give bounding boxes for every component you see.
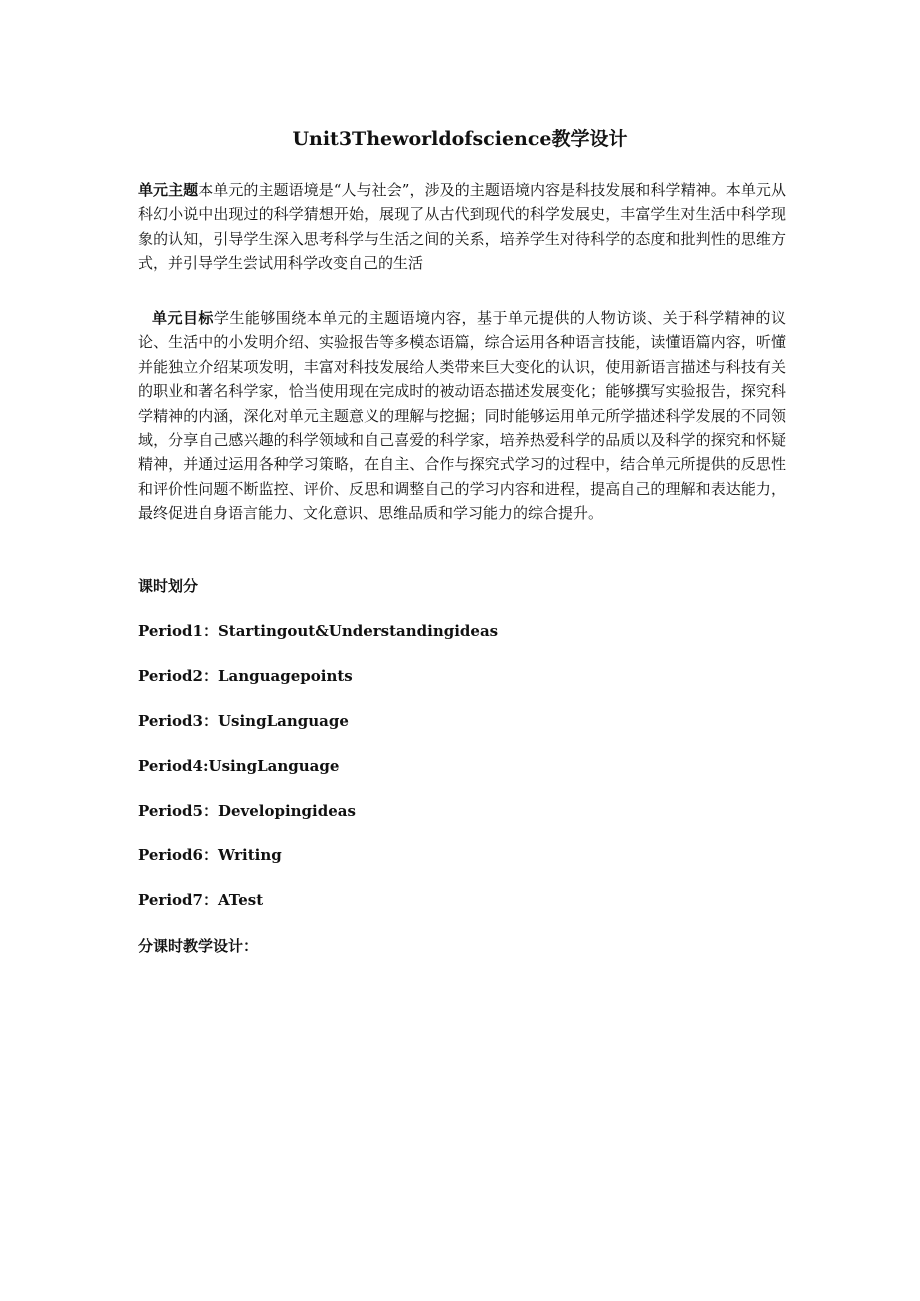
periods-heading: 课时划分: [138, 577, 199, 595]
period-item-1: Period1：Startingout&Understandingideas: [138, 622, 499, 640]
unit-theme-label: 单元主题: [138, 181, 199, 199]
period-item-5: Period5：Developingideas: [138, 801, 356, 820]
unit-theme-text: 本单元的主题语境是“人与社会”，涉及的主题语境内容是科技发展和科学精神。本单元从科幻小说中出现过的科学猜想开始，展现了从古代到现代的科学发展史，丰富学生对生活中科学现象的认知，引导学生深入思考科学与生活之间的关系，培养学生对待科学的态度和批判性的思维方式，并引导学生尝试用科学改变自己的生活: [138, 181, 786, 273]
unit-goal-paragraph: [138, 306, 786, 526]
unit-theme-paragraph: [138, 178, 786, 276]
period-list: [138, 621, 498, 935]
period-item-6: Period6：Writing: [138, 846, 282, 865]
document-title: Unit3Theworldofscience教学设计: [292, 128, 628, 150]
period-item-2: Period2：Languagepoints: [138, 666, 353, 685]
period-item-3: Period3：UsingLanguage: [138, 711, 349, 730]
unit-goal-label: 单元目标: [152, 309, 214, 327]
lesson-design-heading: 分课时教学设计：: [138, 937, 259, 955]
period-item-7: Period7：ATest: [138, 891, 264, 910]
period-item-4: Period4:UsingLanguage: [138, 756, 340, 775]
unit-goal-text: 学生能够围绕本单元的主题语境内容，基于单元提供的人物访谈、关于科学精神的议论、生活中的小发明介绍、实验报告等多模态语篇，综合运用各种语言技能，读懂语篇内容，听懂并能独立介绍某项发明，丰富对科技发展给人类带来巨大变化的认识，使用新语言描述与科技有关的职业和著名科学家，恰当使用现在完成时的被动语态描述发展变化；能够撰写实验报告，探究科学精神的内涵，深化对单元主题意义的理解与挖掘；同时能够运用单元所学描述科学发展的不同领域，分享自己感兴趣的科学领域和自己喜爱的科学家，培养热爱科学的品质以及科学的探究和怀疑精神，并通过运用各种学习策略，在自主、合作与探究式学习的过程中，结合单元所提供的反思性和评价性问题不断监控、评价、反思和调整自己的学习内容和进程，提高自己的理解和表达能力，最终促进自身语言能力、文化意识、思维品质和学习能力的综合提升。: [138, 309, 786, 523]
